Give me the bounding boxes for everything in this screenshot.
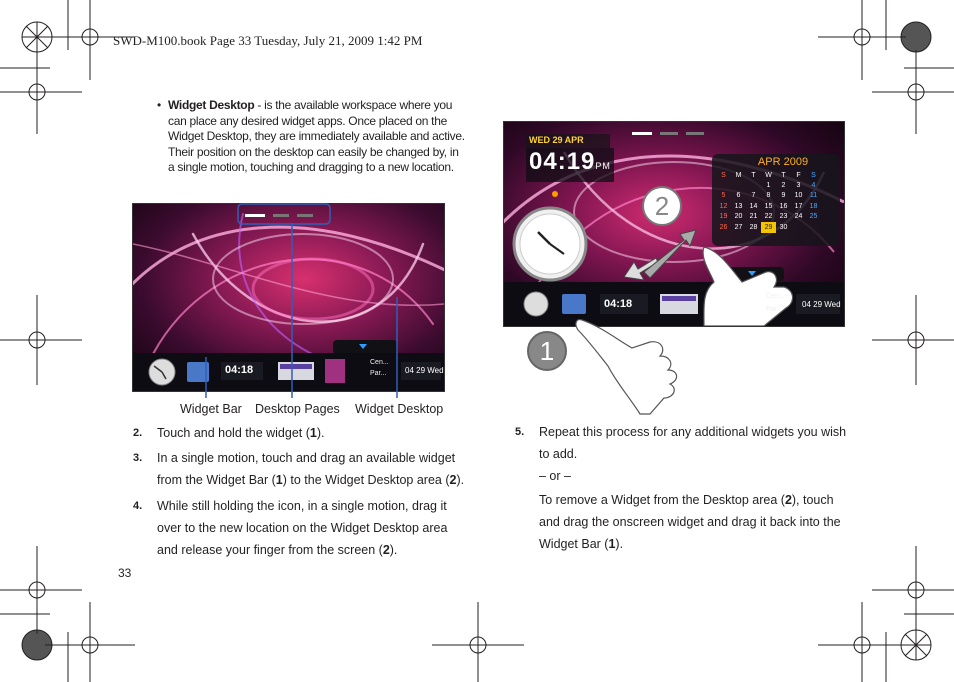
caption-desktop-pages: Desktop Pages	[255, 402, 340, 416]
calendar-day[interactable]: 6	[736, 192, 741, 200]
calendar-weekday: F	[796, 171, 801, 179]
calendar-day[interactable]: 30	[779, 223, 788, 231]
calendar-widget[interactable]	[712, 156, 840, 233]
calendar-empty	[716, 180, 731, 191]
calendar-day[interactable]: 16	[779, 202, 788, 210]
calendar-day[interactable]: 24	[794, 213, 803, 221]
calendar-day[interactable]: 1	[766, 181, 771, 189]
calendar-day[interactable]: 11	[809, 192, 818, 200]
calendar-day[interactable]: 18	[809, 202, 818, 210]
calendar-day[interactable]: 28	[749, 223, 758, 231]
calendar-day[interactable]: 19	[719, 213, 728, 221]
calendar-day[interactable]: 14	[749, 202, 758, 210]
date-banner: WED 29 APR	[529, 135, 584, 145]
caption-widget-bar: Widget Bar	[180, 402, 242, 416]
calendar-weekday: S	[811, 171, 816, 179]
callout-2: 2	[642, 186, 682, 226]
calendar-day[interactable]: 22	[764, 213, 773, 221]
calendar-day[interactable]: 8	[766, 192, 771, 200]
calendar-day[interactable]: 2	[781, 181, 786, 189]
bullet-marker: •	[157, 98, 161, 112]
pointing-hand	[570, 306, 770, 416]
calendar-day[interactable]: 29	[761, 222, 776, 233]
calendar-day[interactable]: 20	[734, 213, 743, 221]
calendar-day[interactable]: 17	[794, 202, 803, 210]
calendar-day[interactable]: 23	[779, 213, 788, 221]
calendar-day[interactable]: 3	[796, 181, 801, 189]
page-number: 33	[118, 566, 132, 580]
step-5-or: – or –	[539, 469, 571, 483]
calendar-weekday: M	[735, 171, 742, 179]
bar-date-text: 04 29 Wed	[405, 366, 444, 375]
calendar-day[interactable]: 10	[794, 192, 803, 200]
drag-widget-screenshot	[503, 121, 845, 327]
calendar-day[interactable]: 5	[721, 192, 726, 200]
bar-clock-text: 04:18	[225, 364, 254, 376]
calendar-grid	[716, 170, 821, 233]
calendar-empty	[791, 222, 806, 233]
widget-desktop-bullet	[157, 98, 467, 176]
bar-music-text: Cen... Par...	[370, 359, 389, 377]
calendar-weekday: T	[781, 171, 786, 179]
bar-music-text: Cen... Par...	[766, 293, 785, 313]
calendar-day[interactable]: 7	[751, 192, 756, 200]
calendar-empty	[731, 180, 746, 191]
calendar-day[interactable]: 21	[749, 213, 758, 221]
bar-clock-text: 04:18	[604, 298, 633, 310]
step-5-text: Repeat this process for any additional widgets you wish to add.	[539, 425, 847, 461]
bullet-term: Widget Desktop	[168, 98, 255, 112]
caption-widget-desktop: Widget Desktop	[355, 402, 444, 416]
digital-clock: 04:19PM	[529, 148, 611, 175]
calendar-month: APR 2009	[757, 156, 809, 168]
calendar-empty	[746, 180, 761, 191]
calendar-day[interactable]: 13	[734, 202, 743, 210]
calendar-day[interactable]: 4	[811, 181, 816, 189]
widget-desktop-screenshot	[132, 203, 445, 392]
calendar-day[interactable]: 26	[719, 223, 728, 231]
bullet-description: - is the available workspace where you can place any desired widget apps. Once placed on the Widget Desktop, they are immediately available and active. Their position on the desktop can easily be changed by, in a single motion, touching and dragging to a new location.	[168, 98, 465, 175]
calendar-day[interactable]: 15	[764, 202, 773, 210]
calendar-day[interactable]: 27	[734, 223, 743, 231]
calendar-weekday: W	[765, 171, 772, 179]
calendar-empty	[806, 222, 821, 233]
calendar-weekday: T	[751, 171, 756, 179]
calendar-day[interactable]: 12	[719, 202, 728, 210]
calendar-day[interactable]: 9	[781, 192, 786, 200]
bar-date-text: 04 29 Wed	[802, 300, 841, 309]
calendar-day[interactable]: 25	[809, 213, 818, 221]
page-header: SWD-M100.book Page 33 Tuesday, July 21, 2009 1:42 PM	[113, 33, 423, 48]
calendar-weekday: S	[721, 171, 726, 179]
callout-1: 1	[527, 331, 567, 371]
